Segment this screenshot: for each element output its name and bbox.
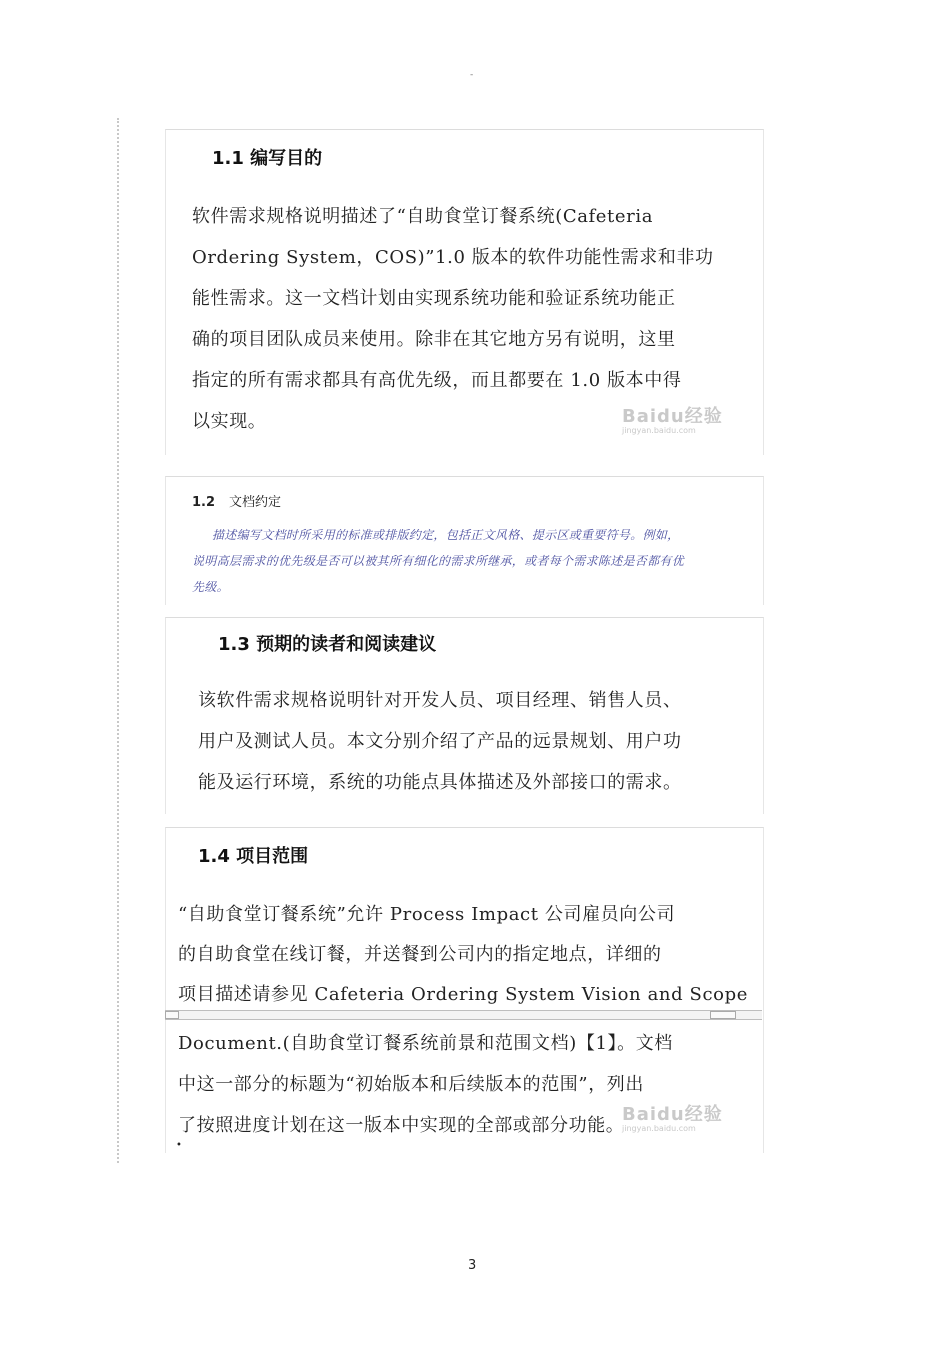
baidu-watermark bbox=[622, 1100, 723, 1133]
paragraph-mark: • bbox=[176, 1140, 182, 1151]
section-1-1-line: 指定的所有需求都具有高优先级，而且都要在 1.0 版本中得 bbox=[192, 370, 682, 391]
split-bar-right-handle bbox=[710, 1011, 736, 1019]
split-bar-left-handle bbox=[165, 1011, 179, 1019]
page-number: 3 bbox=[468, 1258, 477, 1273]
section-1-3-panel bbox=[165, 617, 764, 814]
section-1-2-heading bbox=[192, 491, 281, 510]
section-1-4-line: Document.(自助食堂订餐系统前景和范围文档)【1】。文档 bbox=[178, 1033, 673, 1054]
watermark-brand: Baidu经验 bbox=[622, 1104, 723, 1125]
watermark-brand: Baidu经验 bbox=[622, 406, 723, 427]
section-1-4-heading: 1.4 项目范围 bbox=[198, 846, 309, 867]
section-1-1-heading: 1.1 编写目的 bbox=[212, 148, 323, 169]
section-1-3-heading: 1.3 预期的读者和阅读建议 bbox=[218, 634, 437, 655]
header-mark: - bbox=[470, 70, 474, 80]
section-1-4-line: “自助食堂订餐系统”允许 Process Impact 公司雇员向公司 bbox=[178, 904, 676, 925]
page-split-bar bbox=[165, 1010, 762, 1020]
section-1-2-number: 1.2 bbox=[192, 495, 216, 510]
section-1-1-line: 以实现。 bbox=[192, 411, 267, 432]
section-1-4-line: 的自助食堂在线订餐，并送餐到公司内的指定地点，详细的 bbox=[178, 944, 662, 965]
baidu-watermark bbox=[622, 402, 723, 435]
section-1-3-line: 用户及测试人员。本文分别介绍了产品的远景规划、用户功 bbox=[198, 731, 682, 752]
section-1-4-line: 项目描述请参见 Cafeteria Ordering System Vision and Scope bbox=[178, 984, 748, 1005]
section-1-1-line: 软件需求规格说明描述了“自助食堂订餐系统(Cafeteria bbox=[192, 206, 654, 227]
section-1-4-line: 中这一部分的标题为“初始版本和后续版本的范围”，列出 bbox=[178, 1074, 645, 1095]
section-1-4-line: 了按照进度计划在这一版本中实现的全部或部分功能。 bbox=[178, 1115, 625, 1136]
section-1-1-line: Ordering System，COS)”1.0 版本的软件功能性需求和非功 bbox=[192, 247, 714, 268]
section-1-4-panel bbox=[165, 827, 764, 1153]
section-1-2-line: 说明高层需求的优先级是否可以被其所有细化的需求所继承，或者每个需求陈述是否都有优 bbox=[192, 554, 685, 568]
section-1-1-line: 确的项目团队成员来使用。除非在其它地方另有说明，这里 bbox=[192, 329, 676, 350]
section-1-1-panel bbox=[165, 129, 764, 455]
section-1-2-title: 文档约定 bbox=[229, 495, 282, 510]
watermark-url: jingyan.baidu.com bbox=[622, 1124, 696, 1133]
section-1-2-line: 描述编写文档时所采用的标准或排版约定，包括正文风格、提示区或重要符号。例如， bbox=[212, 528, 680, 542]
section-1-2-panel bbox=[165, 476, 764, 605]
section-1-1-line: 能性需求。这一文档计划由实现系统功能和验证系统功能正 bbox=[192, 288, 676, 309]
watermark-url: jingyan.baidu.com bbox=[622, 426, 696, 435]
margin-guide bbox=[117, 118, 119, 1163]
section-1-3-line: 能及运行环境，系统的功能点具体描述及外部接口的需求。 bbox=[198, 772, 682, 793]
section-1-2-line: 先级。 bbox=[192, 580, 229, 594]
section-1-3-line: 该软件需求规格说明针对开发人员、项目经理、销售人员、 bbox=[198, 690, 682, 711]
